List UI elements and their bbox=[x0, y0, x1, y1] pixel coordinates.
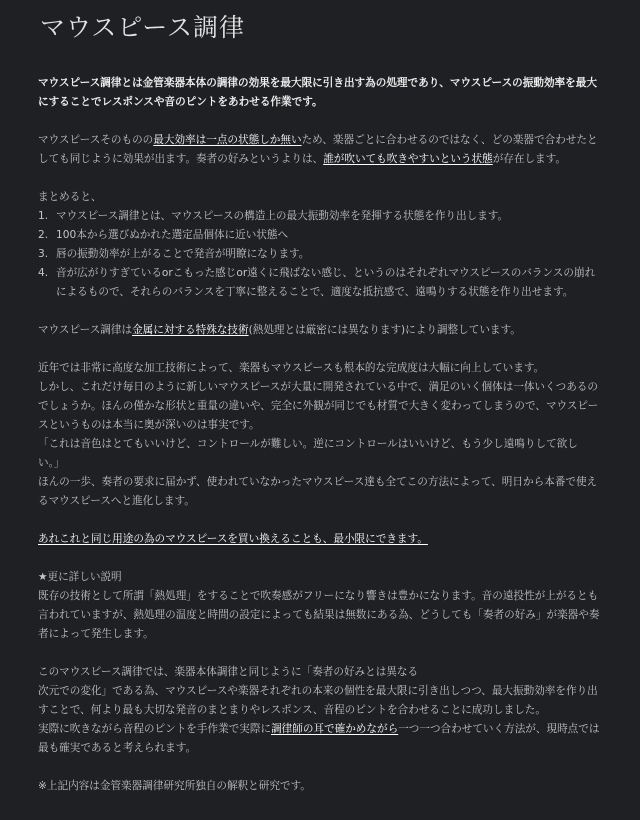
intro-paragraph: マウスピース調律とは金管楽器本体の調律の効果を最大限に引き出す為の処理であり、マウスピースの振動効率を最大にすることでレスポンスや音のピントをあわせる作業です。 bbox=[38, 77, 597, 108]
summary-label: まとめると、 bbox=[38, 191, 102, 203]
emphasis-special-technique: 金属に対する特殊な技術 bbox=[132, 324, 249, 336]
text-segment: 一つ一つ合わせていく方法が、現時点では最も確実であると考えられます。 bbox=[38, 723, 600, 754]
text-line: 近年では非常に高度な加工技術によって、楽器もマウスピースも根本的な完成度は大幅に向上しています。 bbox=[38, 362, 545, 374]
list-number: 4. bbox=[38, 267, 49, 279]
text-segment: マウスピース調律は bbox=[38, 324, 133, 336]
efficiency-paragraph bbox=[38, 131, 604, 169]
highlight-paragraph bbox=[38, 530, 604, 549]
list-item bbox=[38, 207, 604, 226]
footnote: ※上記内容は金管楽器調律研究所独自の解釈と研究です。 bbox=[38, 780, 311, 792]
quote-line: 「これは音色はとてもいいけど、コントロールが難しい。逆にコントロールはいいけど、もう少し遠鳴りして欲しい。」 bbox=[38, 438, 578, 469]
list-item bbox=[38, 226, 604, 245]
text-line: 次元での変化」である為、マウスピースや楽器それぞれの本来の個性を最大限に引き出しつつ、最大振動効率を作り出すことで、何より最も大切な発音のまとまりやレスポンス、音程のピントを合わせることに成功しました。 bbox=[38, 685, 598, 716]
summary-list bbox=[38, 207, 604, 302]
list-text: 100本から選びぬかれた選定品個体に近い状態へ bbox=[56, 229, 289, 241]
tuning-paragraph bbox=[38, 663, 604, 758]
text-segment: 実際に吹きながら音程のピントを手作業で実際に bbox=[38, 723, 272, 735]
list-item bbox=[38, 245, 604, 264]
details-heading: ★更に詳しい説明 bbox=[38, 571, 122, 583]
list-text: 唇の振動効率が上がることで発音が明瞭になります。 bbox=[56, 248, 310, 260]
article-body bbox=[38, 74, 604, 815]
text-line: ほんの一歩、奏者の要求に届かず、使われていなかったマウスピース達も全てこの方法によって、明日から本番で使えるマウスピースへと進化します。 bbox=[38, 476, 598, 507]
list-number: 3. bbox=[38, 248, 49, 260]
list-item bbox=[38, 264, 604, 302]
emphasis-tuner-ear: 調律師の耳で確かめながら bbox=[271, 723, 399, 735]
text-line: このマウスピース調律では、楽器本体調律と同じように「奏者の好みとは異なる bbox=[38, 666, 419, 678]
emphasis-max-efficiency: 最大効率は一点の状態しか無い bbox=[153, 134, 302, 146]
list-text: マウスピース調律とは、マウスピースの構造上の最大振動効率を発揮する状態を作り出します。 bbox=[56, 210, 509, 222]
emphasis-easy-to-play: 誰が吹いても吹きやすいという状態 bbox=[323, 153, 493, 165]
text-line: しかし、これだけ毎日のように新しいマウスピースが大量に開発されている中で、満足のいく個体は一体いくつあるのでしょうか。ほんの僅かな形状と重量の違いや、完全に外観が同じでも材質で大きく変わってしまうので、マウスピースというものは本当に奥が深いのは事実です。 bbox=[38, 381, 599, 431]
text-segment: マウスピースそのものの bbox=[38, 134, 154, 146]
details-text: 既存の技術として所謂「熱処理」をすることで吹奏感がフリーになり響きは豊かになります。音の遠投性が上がるとも言われていますが、熱処理の温度と時間の設定によっても結果は無数にある為、どうしても「奏者の好み」が楽器や奏者によって発生します。 bbox=[38, 590, 600, 640]
list-number: 2. bbox=[38, 229, 49, 241]
text-segment: が存在します。 bbox=[492, 153, 566, 165]
highlight-text: あれこれと同じ用途の為のマウスピースを買い換えることも、最小限にできます。 bbox=[38, 533, 428, 545]
details-section bbox=[38, 568, 604, 644]
text-segment: (熱処理とは厳密には異なります)により調整しています。 bbox=[248, 324, 521, 336]
text-segment: ため、楽器ごとに合わせるのではなく、どの楽器で合わせたとしても同じように効果が出ます。奏者の好みというよりは、 bbox=[38, 134, 598, 165]
technique-paragraph bbox=[38, 321, 604, 340]
list-number: 1. bbox=[38, 210, 49, 222]
page-title: マウスピース調律 bbox=[40, 13, 246, 42]
list-text: 音が広がりすぎているorこもった感じor遠くに飛ばない感じ、というのはそれぞれマウスピースのバランスの崩れによるもので、それらのバランスを丁寧に整えることで、適度な抵抗感で、遠鳴りする状態を作り出せます。 bbox=[56, 267, 596, 298]
background-paragraph bbox=[38, 359, 604, 511]
